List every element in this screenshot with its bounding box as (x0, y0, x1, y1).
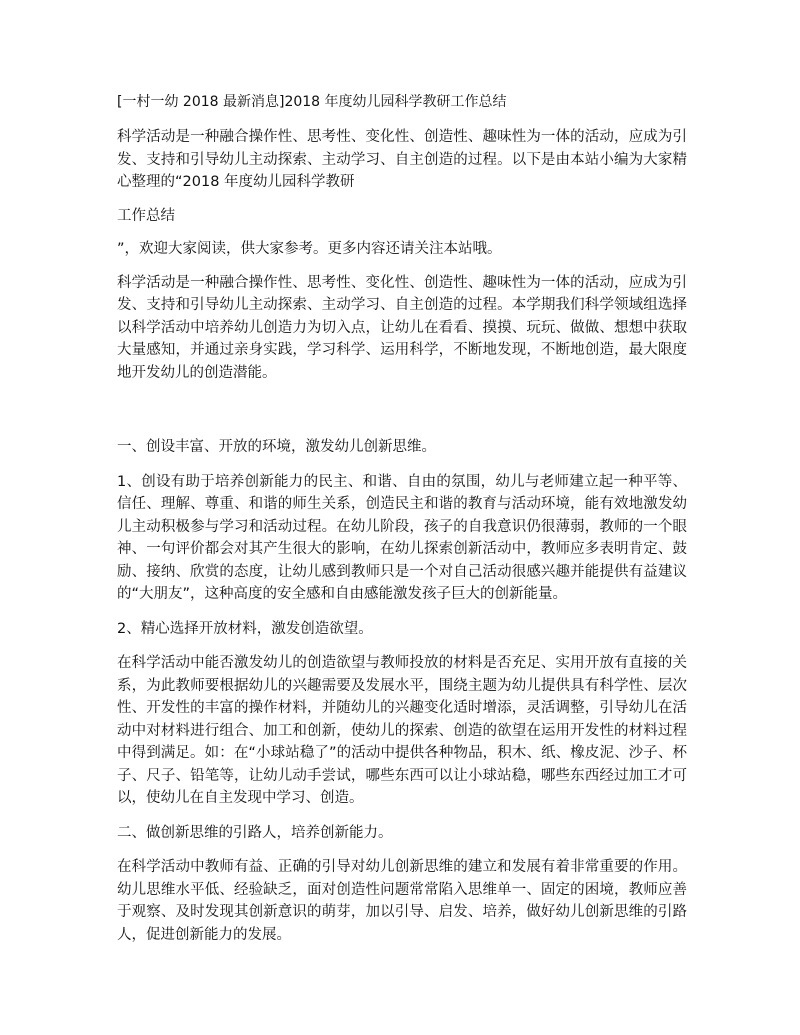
document-title: [一村一幼 2018 最新消息]2018 年度幼儿园科学教研工作总结 (117, 94, 507, 110)
section-paragraph-3: 在科学活动中教师有益、正确的引导对幼儿创新思维的建立和发展有着非常重要的作用。幼儿思维水平低、经验缺乏，面对创造性问题常常陷入思维单一、固定的困境，教师应善于观察、及时发现其创新意识的萌芽，加以引导、启发、培养，做好幼儿创新思维的引路人，促进创新能力的发展。 (117, 859, 687, 943)
section-heading-1: 一、创设丰富、开放的环境，激发幼儿创新思维。 (117, 439, 436, 455)
section-paragraph-2: 在科学活动中能否激发幼儿的创造欲望与教师投放的材料是否充足、实用开放有直接的关系，为此教师要根据幼儿的兴趣需要及发展水平，围绕主题为幼儿提供具有科学性、层次性、开发性的丰富的操作材料，并随幼儿的兴趣变化适时增添，灵活调整，引导幼儿在活动中对材料进行组合、加工和创新，使幼儿的探索、创造的欲望在运用开发性的材料过程中得到满足。如：在“小球站稳了”的活动中提供各种物品，积木、纸、橡皮泥、沙子、杯子、尺子、铅笔等，让幼儿动手尝试，哪些东西可以让小球站稳，哪些东西经过加工才可以，使幼儿在自主发现中学习、创造。 (117, 655, 687, 806)
intro-continuation: 工作总结 (117, 207, 175, 224)
document-body (117, 92, 687, 946)
welcome-paragraph: ”，欢迎大家阅读，供大家参考。更多内容还请关注本站哦。 (117, 241, 502, 257)
subsection-heading-2: 2、精心选择开放材料，激发创造欲望。 (117, 620, 373, 637)
summary-paragraph: 科学活动是一种融合操作性、思考性、变化性、创造性、趣味性为一体的活动，应成为引发、支持和引导幼儿主动探索、主动学习、自主创造的过程。本学期我们科学领域组选择以科学活动中培养幼儿创造力为切入点，让幼儿在看看、摸摸、玩玩、做做、想想中获取大量感知，并通过亲身实践，学习科学、运用科学，不断地发现，不断地创造，最大限度地开发幼儿的创造潜能。 (117, 274, 687, 381)
section-paragraph-1: 1、创设有助于培养创新能力的民主、和谐、自由的氛围，幼儿与老师建立起一种平等、信任、理解、尊重、和谐的师生关系，创造民主和谐的教育与活动环境，能有效地激发幼儿主动积极参与学习和活动过程。在幼儿阶段，孩子的自我意识仍很薄弱，教师的一个眼神、一句评价都会对其产生很大的影响，在幼儿探索创新活动中，教师应多表明肯定、鼓励、接纳、欣赏的态度，让幼儿感到教师只是一个对自己活动很感兴趣并能提供有益建议的“大朋友”，这种高度的安全感和自由感能激发孩子巨大的创新能量。 (117, 473, 687, 602)
intro-paragraph: 科学活动是一种融合操作性、思考性、变化性、创造性、趣味性为一体的活动，应成为引发、支持和引导幼儿主动探索、主动学习、自主创造的过程。以下是由本站小编为大家精心整理的“2018 年度幼儿园科学教研 (117, 129, 687, 190)
section-heading-2: 二、做创新思维的引路人，培养创新能力。 (117, 824, 393, 841)
